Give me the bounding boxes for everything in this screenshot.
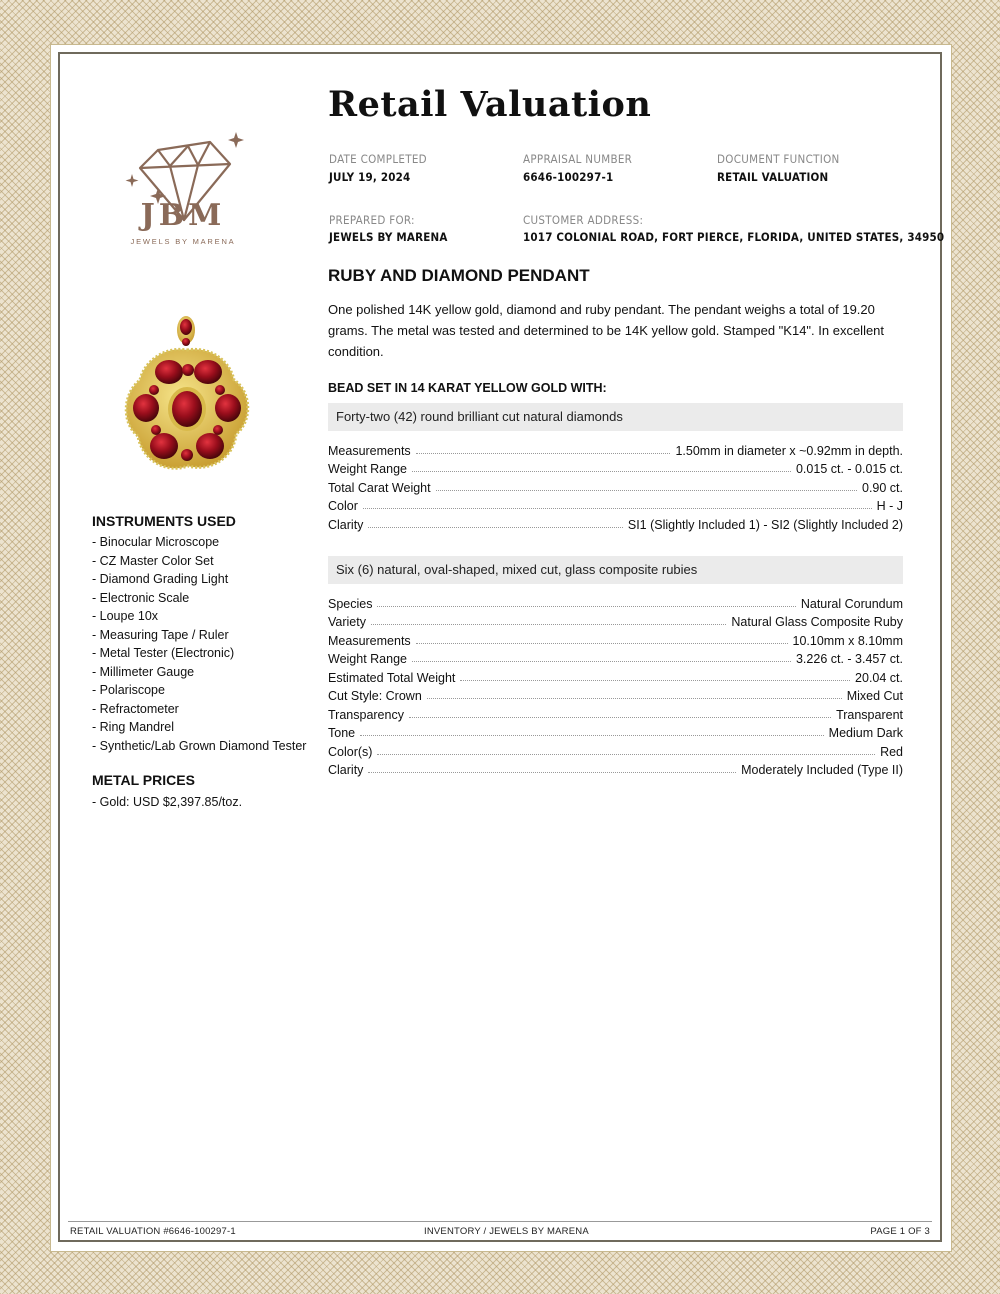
spec-label: Estimated Total Weight [328,671,456,685]
spec-row [328,704,903,722]
spec-row [328,514,903,532]
brand-logo-text: JBM [140,198,226,233]
spec-label: Variety [328,615,366,629]
appraisal-number-label: APPRAISAL NUMBER [523,152,633,166]
spec-row [328,648,903,666]
list-item: - Loupe 10x [92,609,159,623]
spec-value: Red [880,745,903,759]
bead-set-title: BEAD SET IN 14 KARAT YELLOW GOLD WITH: [328,381,607,395]
spec-label: Cut Style: Crown [328,689,422,703]
spec-label: Clarity [328,518,364,532]
rubies-band: Six (6) natural, oval-shaped, mixed cut, glass composite rubies [328,556,903,584]
list-item: - Refractometer [92,701,179,716]
spec-value: 0.90 ct. [862,481,903,495]
product-title: RUBY AND DIAMOND PENDANT [328,266,590,285]
spec-value: Mixed Cut [846,689,903,703]
spec-value: SI1 (Slightly Included 1) - SI2 (Slightly Included 2) [627,518,903,532]
spec-label: Color [328,499,358,513]
list-item: - Measuring Tape / Ruler [92,627,229,642]
spec-label: Total Carat Weight [328,481,431,495]
spec-label: Measurements [328,634,411,648]
metal-prices-list [92,793,242,812]
spec-row [328,630,903,648]
spec-row [328,477,903,495]
spec-value: 0.015 ct. - 0.015 ct. [795,462,903,476]
spec-value: 3.226 ct. - 3.457 ct. [795,652,903,666]
document-function-label: DOCUMENT FUNCTION [717,152,840,166]
footer-divider [68,1221,932,1222]
spec-label: Weight Range [328,652,407,666]
spec-label: Weight Range [328,462,407,476]
list-item: - Diamond Grading Light [92,572,229,586]
spec-row [328,440,903,458]
date-completed-value: JULY 19, 2024 [329,170,411,184]
brand-logo-subtitle: JEWELS BY MARENA [130,237,236,246]
spec-value: 1.50mm in diameter x ~0.92mm in depth. [675,444,903,458]
spec-value: Natural Glass Composite Ruby [731,615,903,629]
spec-row [328,593,903,611]
list-item: - CZ Master Color Set [92,553,214,568]
list-item: - Synthetic/Lab Grown Diamond Tester [92,738,307,753]
spec-value: 20.04 ct. [855,671,903,685]
spec-row [328,611,903,629]
list-item: - Electronic Scale [92,590,190,605]
spec-value: Transparent [836,708,903,722]
spec-label: Transparency [328,708,404,722]
footer-left: RETAIL VALUATION #6646-100297-1 [70,1226,236,1237]
spec-value: H - J [876,499,903,513]
product-description: One polished 14K yellow gold, diamond and ruby pendant. The pendant weighs a total of 19.20 grams. The metal was tested and determined to be 14K yellow gold. Stamped "K14". In excellent condition. [328,302,885,359]
instruments-title: INSTRUMENTS USED [92,513,236,529]
document-title: Retail Valuation [328,84,652,125]
customer-address-value: 1017 COLONIAL ROAD, FORT PIERCE, FLORIDA, UNITED STATES, 34950 [523,230,945,244]
spec-value: 10.10mm x 8.10mm [792,634,903,648]
diamonds-band: Forty-two (42) round brilliant cut natural diamonds [328,403,903,431]
date-completed-label: DATE COMPLETED [329,152,427,166]
list-item: - Ring Mandrel [92,720,174,734]
pendant-image [112,310,262,480]
prepared-for-label: PREPARED FOR: [329,213,415,227]
spec-value: Natural Corundum [800,597,903,611]
spec-row [328,458,903,476]
instruments-list [92,533,306,755]
spec-value: Moderately Included (Type II) [741,763,903,777]
spec-row [328,667,903,685]
spec-row [328,685,903,703]
document-function-value: RETAIL VALUATION [717,170,829,184]
prepared-for-value: JEWELS BY MARENA [329,230,448,244]
spec-label: Measurements [328,444,411,458]
spec-label: Color(s) [328,745,373,759]
appraisal-number-value: 6646-100297-1 [523,170,614,184]
footer-page-number: PAGE 1 OF 3 [870,1226,930,1237]
spec-row [328,741,903,759]
spec-row [328,759,903,777]
list-item: - Metal Tester (Electronic) [92,646,235,660]
list-item: - Millimeter Gauge [92,664,195,679]
metal-prices-title: METAL PRICES [92,772,195,788]
list-item: - Gold: USD $2,397.85/toz. [92,795,243,809]
customer-address-label: CUSTOMER ADDRESS: [523,213,644,227]
footer-center: INVENTORY / JEWELS BY MARENA [424,1226,589,1237]
spec-label: Clarity [328,763,364,777]
spec-row [328,722,903,740]
spec-label: Tone [328,726,356,740]
list-item: - Binocular Microscope [92,535,220,549]
spec-value: Medium Dark [828,726,903,740]
spec-row [328,495,903,513]
list-item: - Polariscope [92,683,165,697]
spec-label: Species [328,597,373,611]
